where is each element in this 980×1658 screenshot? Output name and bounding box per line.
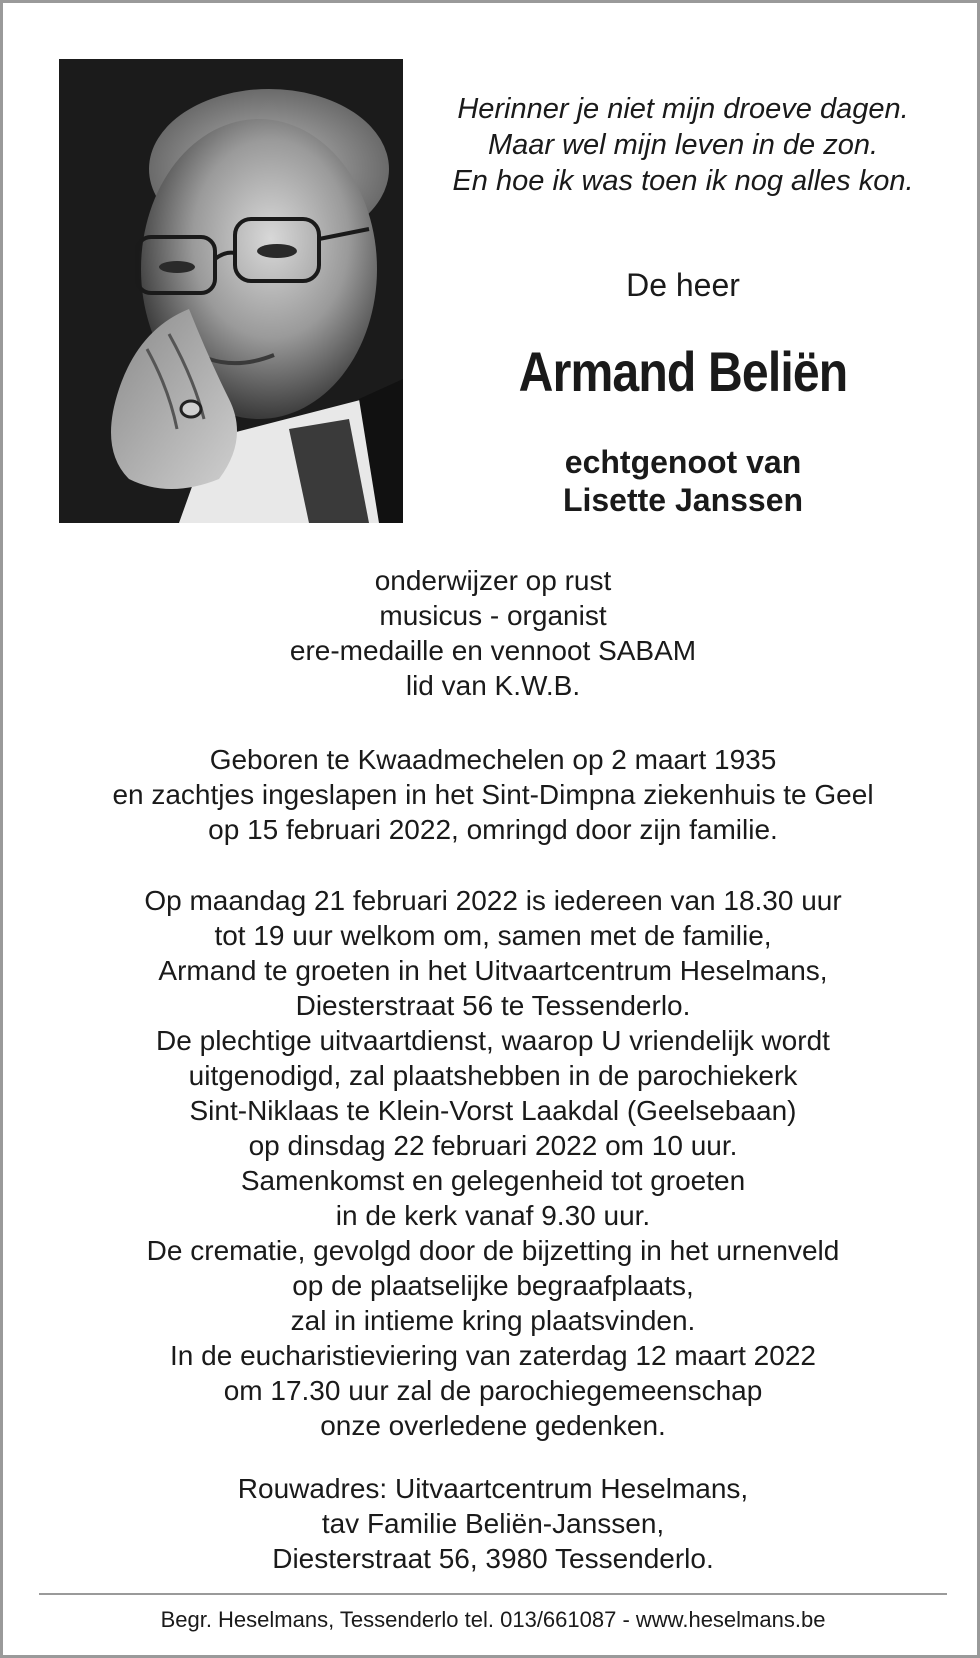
- text-line: zal in intieme kring plaatsvinden.: [290, 1305, 696, 1336]
- footer-divider: [39, 1593, 947, 1595]
- occupation-line: onderwijzer op rust: [374, 565, 612, 596]
- mourning-address: [43, 1471, 943, 1576]
- occupation-line: lid van K.W.B.: [405, 670, 581, 701]
- text-line: om 17.30 uur zal de parochiegemeenschap: [223, 1375, 763, 1406]
- text-line: in de kerk vanaf 9.30 uur.: [335, 1200, 651, 1231]
- text-line: Diesterstraat 56 te Tessenderlo.: [295, 990, 691, 1021]
- portrait-illustration: [59, 59, 403, 523]
- text-line: De crematie, gevolgd door de bijzetting in het urnenveld: [146, 1235, 840, 1266]
- address-line: Rouwadres: Uitvaartcentrum Heselmans,: [237, 1473, 749, 1504]
- poem: [423, 91, 943, 199]
- poem-line: Herinner je niet mijn droeve dagen.: [457, 93, 909, 125]
- text-line: In de eucharistieviering van zaterdag 12 maart 2022: [170, 1340, 816, 1371]
- spouse-name: Lisette Janssen: [562, 482, 804, 518]
- address-line: Diesterstraat 56, 3980 Tessenderlo.: [272, 1543, 714, 1574]
- ceremony-paragraph: [43, 883, 943, 1443]
- birth-death-paragraph: [43, 742, 943, 847]
- portrait-photo: [59, 59, 403, 523]
- text-line: en zachtjes ingeslapen in het Sint-Dimpna ziekenhuis te Geel: [112, 779, 874, 810]
- text-line: Geboren te Kwaadmechelen op 2 maart 1935: [209, 744, 777, 775]
- poem-line: Maar wel mijn leven in de zon.: [487, 129, 879, 161]
- title-prefix: De heer: [626, 267, 740, 303]
- poem-line: En hoe ik was toen ik nog alles kon.: [452, 165, 914, 197]
- text-line: uitgenodigd, zal plaatshebben in de parochiekerk: [188, 1060, 798, 1091]
- text-line: op dinsdag 22 februari 2022 om 10 uur.: [248, 1130, 738, 1161]
- occupation-line: musicus - organist: [379, 600, 607, 631]
- spouse-relation: echtgenoot van: [564, 444, 802, 480]
- text-line: De plechtige uitvaartdienst, waarop U vriendelijk wordt: [156, 1025, 830, 1056]
- text-line: tot 19 uur welkom om, samen met de familie,: [214, 920, 772, 951]
- occupation-line: ere-medaille en vennoot SABAM: [289, 635, 697, 666]
- text-line: Op maandag 21 februari 2022 is iedereen van 18.30 uur: [144, 885, 842, 916]
- text-line: op 15 februari 2022, omringd door zijn familie.: [208, 814, 778, 845]
- text-line: op de plaatselijke begraafplaats,: [292, 1270, 694, 1301]
- text-line: Samenkomst en gelegenheid tot groeten: [240, 1165, 746, 1196]
- spouse-block: [423, 443, 943, 519]
- occupations: [43, 563, 943, 703]
- text-line: Armand te groeten in het Uitvaartcentrum Heselmans,: [158, 955, 828, 986]
- funeral-home-footer: Begr. Heselmans, Tessenderlo tel. 013/661087 - www.heselmans.be: [160, 1607, 826, 1632]
- text-line: Sint-Niklaas te Klein-Vorst Laakdal (Geelsebaan): [189, 1095, 797, 1126]
- address-line: tav Familie Beliën-Janssen,: [321, 1508, 665, 1539]
- deceased-name: Armand Beliën: [518, 340, 848, 403]
- text-line: onze overledene gedenken.: [320, 1410, 666, 1441]
